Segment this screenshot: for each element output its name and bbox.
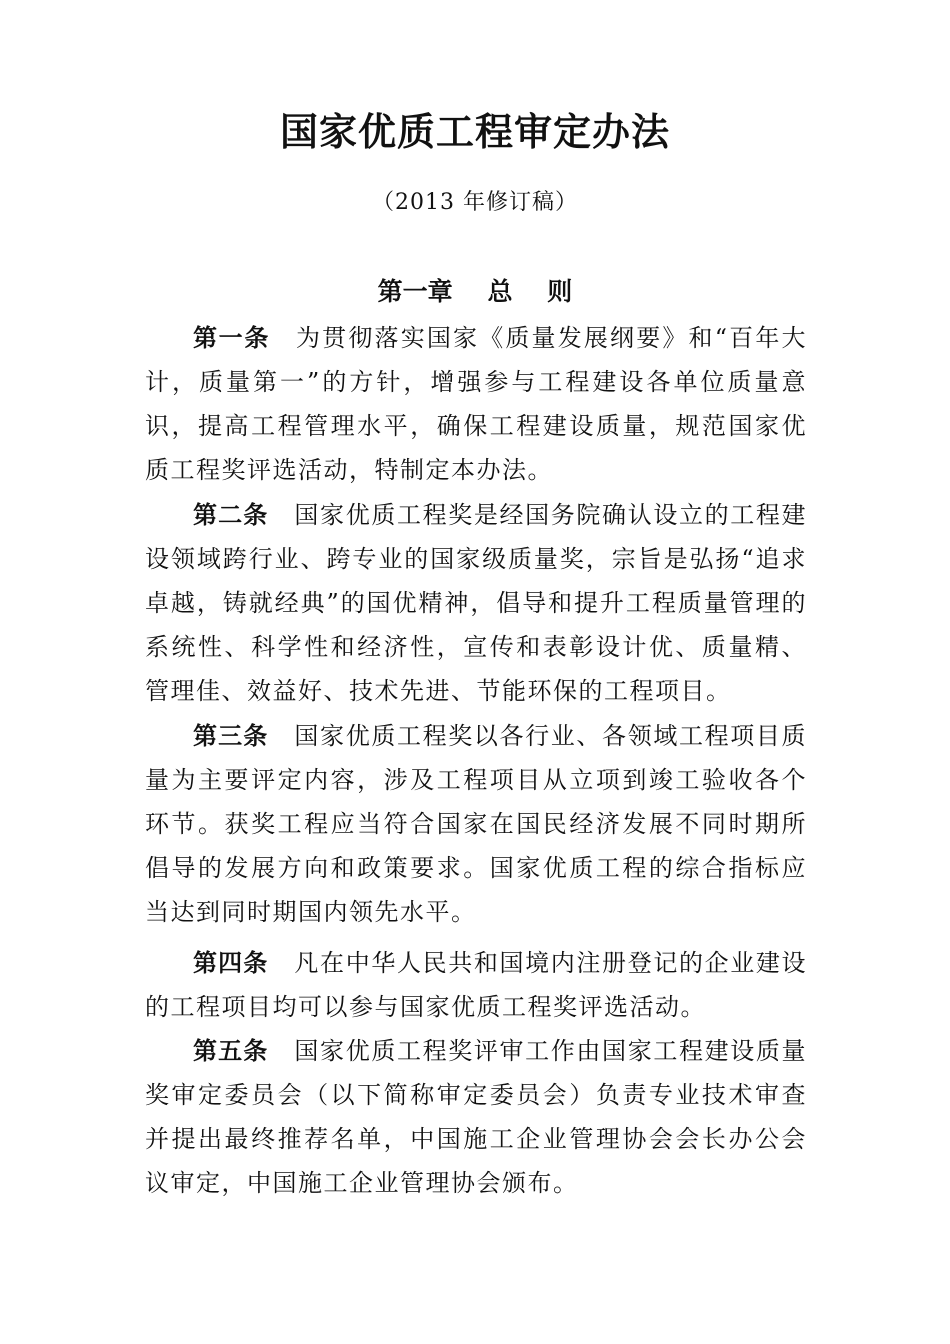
article-text: 凡在中华人民共和国境内注册登记的企业建设的工程项目均可以参与国家优质工程奖评选活动。	[145, 949, 808, 1021]
article-3	[145, 714, 807, 934]
article-2	[145, 493, 807, 713]
article-5	[145, 1029, 807, 1205]
article-text: 为贯彻落实国家《质量发展纲要》和“百年大计，质量第一”的方针，增强参与工程建设各单位质量意识，提高工程管理水平，确保工程建设质量，规范国家优质工程奖评选活动，特制定本办法。	[145, 324, 807, 484]
article-text: 国家优质工程奖是经国务院确认设立的工程建设领域跨行业、跨专业的国家级质量奖，宗旨是弘扬“追求卓越，铸就经典”的国优精神，倡导和提升工程质量管理的系统性、科学性和经济性，宣传和表彰设计优、质量精、管理佳、效益好、技术先进、节能环保的工程项目。	[145, 501, 808, 705]
article-label: 第一条	[193, 324, 271, 352]
article-label: 第五条	[193, 1037, 269, 1065]
article-1	[145, 316, 807, 492]
article-text: 国家优质工程奖以各行业、各领域工程项目质量为主要评定内容，涉及工程项目从立项到竣工验收各个环节。获奖工程应当符合国家在国民经济发展不同时期所倡导的发展方向和政策要求。国家优质工程的综合指标应当达到同时期国内领先水平。	[145, 722, 808, 926]
article-label: 第四条	[193, 949, 269, 977]
document-subtitle: （2013 年修订稿）	[372, 190, 578, 215]
article-label: 第二条	[193, 501, 269, 529]
article-label: 第三条	[193, 722, 269, 750]
article-text: 国家优质工程奖评审工作由国家工程建设质量奖审定委员会（以下简称审定委员会）负责专业技术审查并提出最终推荐名单，中国施工企业管理协会会长办公会议审定，中国施工企业管理协会颁布。	[145, 1037, 808, 1197]
document-title: 国家优质工程审定办法	[279, 109, 670, 154]
article-4	[145, 941, 807, 1029]
chapter-heading: 第一章 总 则	[377, 277, 573, 306]
